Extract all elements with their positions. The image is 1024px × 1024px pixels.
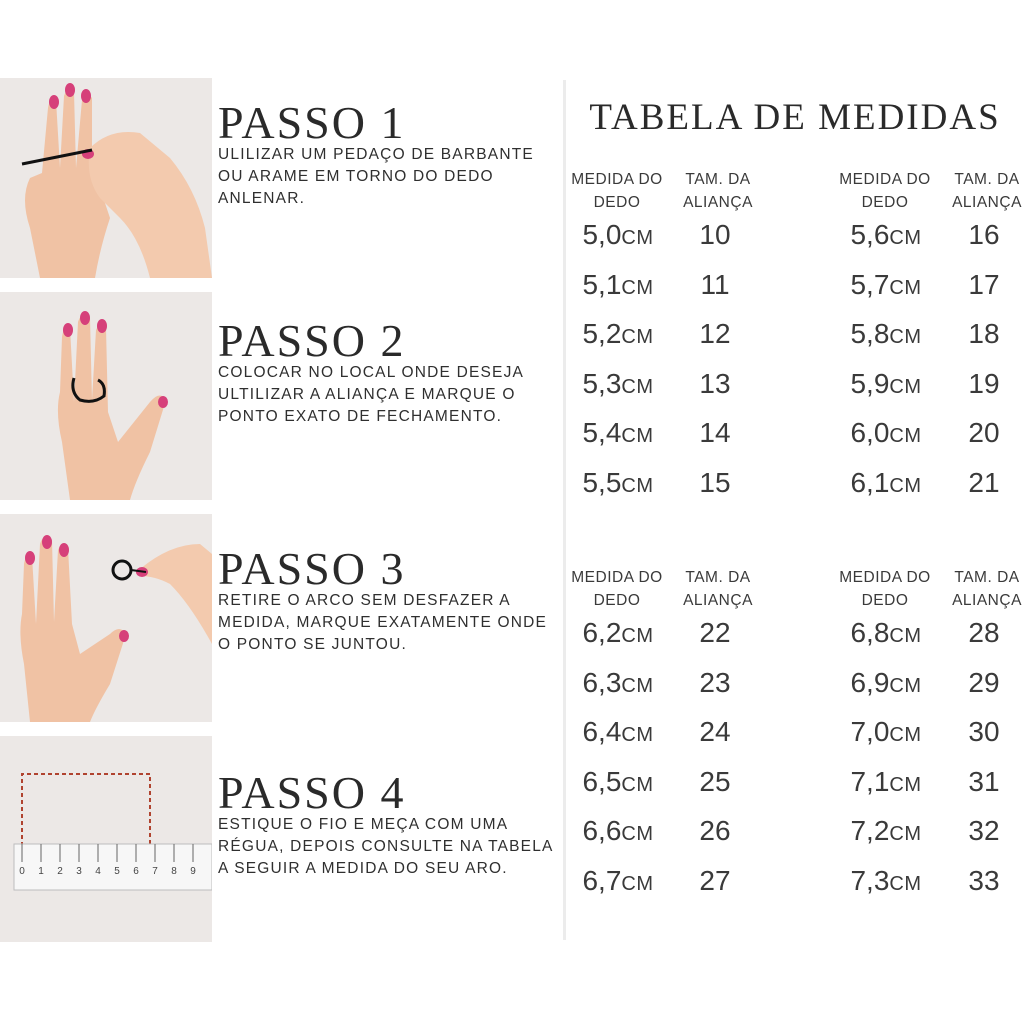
ring-size-value: 23 <box>699 666 731 698</box>
table-title: TABELA DE MEDIDAS <box>589 97 1001 138</box>
ring-size-value: 15 <box>699 467 731 498</box>
measure-value: 6,6CM <box>582 815 654 847</box>
measure-value: 5,7CM <box>850 268 922 300</box>
measure-value: 5,4CM <box>582 417 654 449</box>
measure-value: 5,5CM <box>582 467 654 498</box>
step-3-title: PASSO 3 <box>218 543 406 594</box>
measure-value: 7,3CM <box>850 865 922 896</box>
measure-value: 5,2CM <box>582 318 654 350</box>
ring-size-value: 31 <box>968 765 1000 797</box>
ring-size-value: 16 <box>968 219 1000 250</box>
measure-value: 6,5CM <box>582 765 654 797</box>
ring-size-value: 13 <box>699 367 731 399</box>
header-size: TAM. DA ALIANÇA <box>952 171 1022 211</box>
step-3-image <box>0 514 212 722</box>
measure-value: 6,7CM <box>582 865 654 896</box>
header-measure: MEDIDA DO DEDO <box>571 171 663 211</box>
ring-size-value: 21 <box>968 467 1000 498</box>
step-1-title: PASSO 1 <box>218 97 406 148</box>
ring-size-value: 27 <box>699 865 731 896</box>
measure-value: 7,2CM <box>850 815 922 847</box>
ruler-number: 2 <box>57 866 63 877</box>
ring-size-value: 28 <box>968 617 1000 648</box>
measure-value: 5,8CM <box>850 318 922 350</box>
ruler-number: 1 <box>38 866 44 877</box>
ring-size-value: 19 <box>968 367 1000 399</box>
measure-value: 5,6CM <box>850 219 922 250</box>
ring-size-value: 18 <box>968 318 1000 350</box>
measure-value: 6,9CM <box>850 666 922 698</box>
step-1-image <box>0 78 212 278</box>
header-measure: MEDIDA DO DEDO <box>839 569 931 609</box>
ring-size-value: 32 <box>968 815 1000 847</box>
measure-value: 5,3CM <box>582 367 654 399</box>
hand-string-on-finger-icon <box>0 292 212 500</box>
ring-size-value: 17 <box>968 268 1000 300</box>
measure-value: 7,1CM <box>850 765 922 797</box>
hand-wrapping-string-icon <box>0 78 212 278</box>
ring-size-value: 24 <box>699 716 731 748</box>
step-2-title: PASSO 2 <box>218 315 406 366</box>
ruler-number: 3 <box>76 866 82 877</box>
ring-size-value: 14 <box>699 417 731 449</box>
measure-value: 6,2CM <box>582 617 654 648</box>
header-measure: MEDIDA DO DEDO <box>571 569 663 609</box>
measure-value: 5,1CM <box>582 268 654 300</box>
ring-size-value: 29 <box>968 666 1000 698</box>
measure-value: 5,0CM <box>582 219 654 250</box>
ring-size-value: 30 <box>968 716 1000 748</box>
measure-value: 6,1CM <box>850 467 922 498</box>
header-size: TAM. DA ALIANÇA <box>683 171 753 211</box>
ruler-number: 6 <box>133 866 139 877</box>
measure-value: 7,0CM <box>850 716 922 748</box>
ring-size-value: 33 <box>968 865 1000 896</box>
step-2-image <box>0 292 212 500</box>
measure-value: 6,4CM <box>582 716 654 748</box>
measure-value: 6,8CM <box>850 617 922 648</box>
ring-size-value: 20 <box>968 417 1000 449</box>
step-3-description: RETIRE O ARCO SEM DESFAZER A MEDIDA, MARQUE EXATAMENTE ONDE O PONTO SE JUNTOU. <box>218 592 548 653</box>
measure-value: 6,0CM <box>850 417 922 449</box>
header-measure: MEDIDA DO DEDO <box>839 171 931 211</box>
ruler-icon <box>0 736 212 942</box>
measure-value: 6,3CM <box>582 666 654 698</box>
header-size: TAM. DA ALIANÇA <box>683 569 753 609</box>
ring-size-value: 22 <box>699 617 731 648</box>
ruler-number: 7 <box>152 866 158 877</box>
ruler-number: 8 <box>171 866 177 877</box>
ruler-number: 9 <box>190 866 196 877</box>
ruler-number: 5 <box>114 866 120 877</box>
ring-size-value: 11 <box>700 268 730 300</box>
hand-holding-loop-icon <box>0 514 212 722</box>
measure-value: 5,9CM <box>850 367 922 399</box>
header-size: TAM. DA ALIANÇA <box>952 569 1022 609</box>
ring-size-value: 25 <box>699 765 731 797</box>
ring-size-value: 26 <box>699 815 731 847</box>
ring-size-value: 12 <box>699 318 731 350</box>
step-1-description: ULILIZAR UM PEDAÇO DE BARBANTE OU ARAME EM TORNO DO DEDO ANLENAR. <box>218 146 534 207</box>
step-4-image <box>0 736 212 942</box>
step-4-description: ESTIQUE O FIO E MEÇA COM UMA RÉGUA, DEPOIS CONSULTE NA TABELA A SEGUIR A MEDIDA DO SEU ARO. <box>218 816 553 877</box>
step-4-title: PASSO 4 <box>218 767 406 818</box>
ring-size-value: 10 <box>699 219 731 250</box>
ruler-number: 4 <box>95 866 101 877</box>
step-2-description: COLOCAR NO LOCAL ONDE DESEJA ULTILIZAR A ALIANÇA E MARQUE O PONTO EXATO DE FECHAMENTO. <box>218 364 524 425</box>
ruler-number: 0 <box>19 866 25 877</box>
